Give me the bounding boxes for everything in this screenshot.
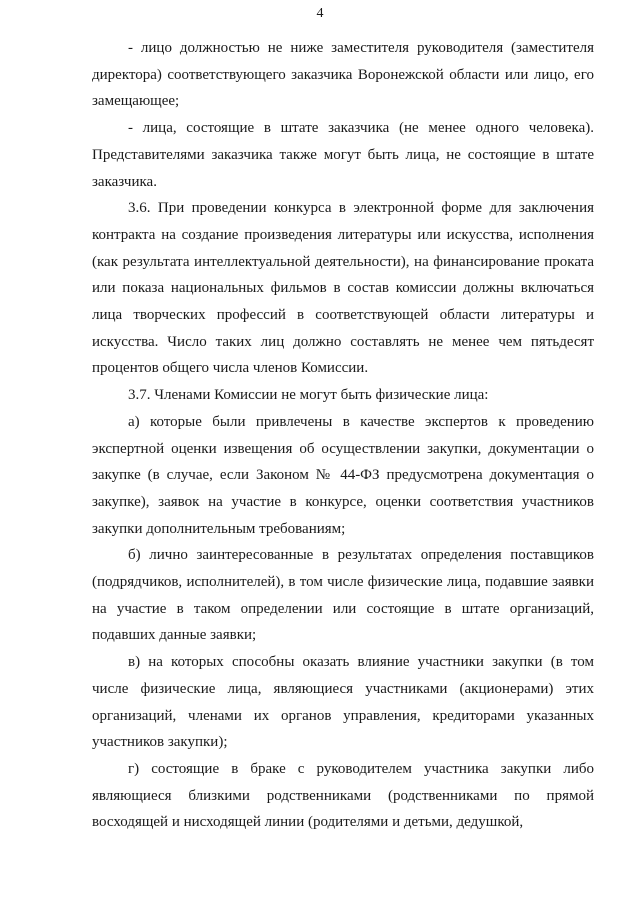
document-body: [92, 35, 594, 836]
paragraph-3-6: 3.6. При проведении конкурса в электронной форме для заключения контракта на создание произведения литературы или искусства, исполнения (как результата интеллектуальной деятельности), на финансирование проката или показа национальных фильмов в состав комиссии должны включаться лица творческих профессий в соответствующей области литературы и искусства. Число таких лиц должно составлять не менее чем пятьдесят процентов общего числа членов Комиссии.: [92, 200, 594, 377]
paragraph-item-a: а) которые были привлечены в качестве экспертов к проведению экспертной оценки извещения об осуществлении закупки, документации о закупке (в случае, если Законом № 44-ФЗ предусмотрена документация о закупке), заявок на участие в конкурсе, оценки соответствия участников закупки дополнительным требованиям;: [92, 413, 594, 537]
paragraph-item-b: б) лично заинтересованные в результатах определения поставщиков (подрядчиков, исполнителей), в том числе физические лица, подавшие заявки на участие в таком определении или состоящие в штате организаций, подавших данные заявки;: [92, 547, 594, 644]
paragraph-3-7: 3.7. Членами Комиссии не могут быть физические лица:: [128, 387, 489, 404]
paragraph-deputy-head: - лицо должностью не ниже заместителя руководителя (заместителя директора) соответствующего заказчика Воронежской области или лицо, его замещающее;: [92, 40, 594, 110]
paragraph-item-g: г) состоящие в браке с руководителем участника закупки либо являющиеся близкими родственниками (родственниками по прямой восходящей и нисходящей линии (родителями и детьми, дедушкой,: [92, 760, 594, 831]
paragraph-item-v: в) на которых способны оказать влияние участники закупки (в том числе физические лица, являющиеся участниками (акционерами) этих организаций, членами их органов управления, кредиторами указанных участников закупки);: [92, 654, 594, 751]
page-number: 4: [316, 6, 324, 21]
paragraph-staff-members: - лица, состоящие в штате заказчика (не менее одного человека). Представителями заказчика также могут быть лица, не состоящие в штате заказчика.: [92, 120, 594, 190]
